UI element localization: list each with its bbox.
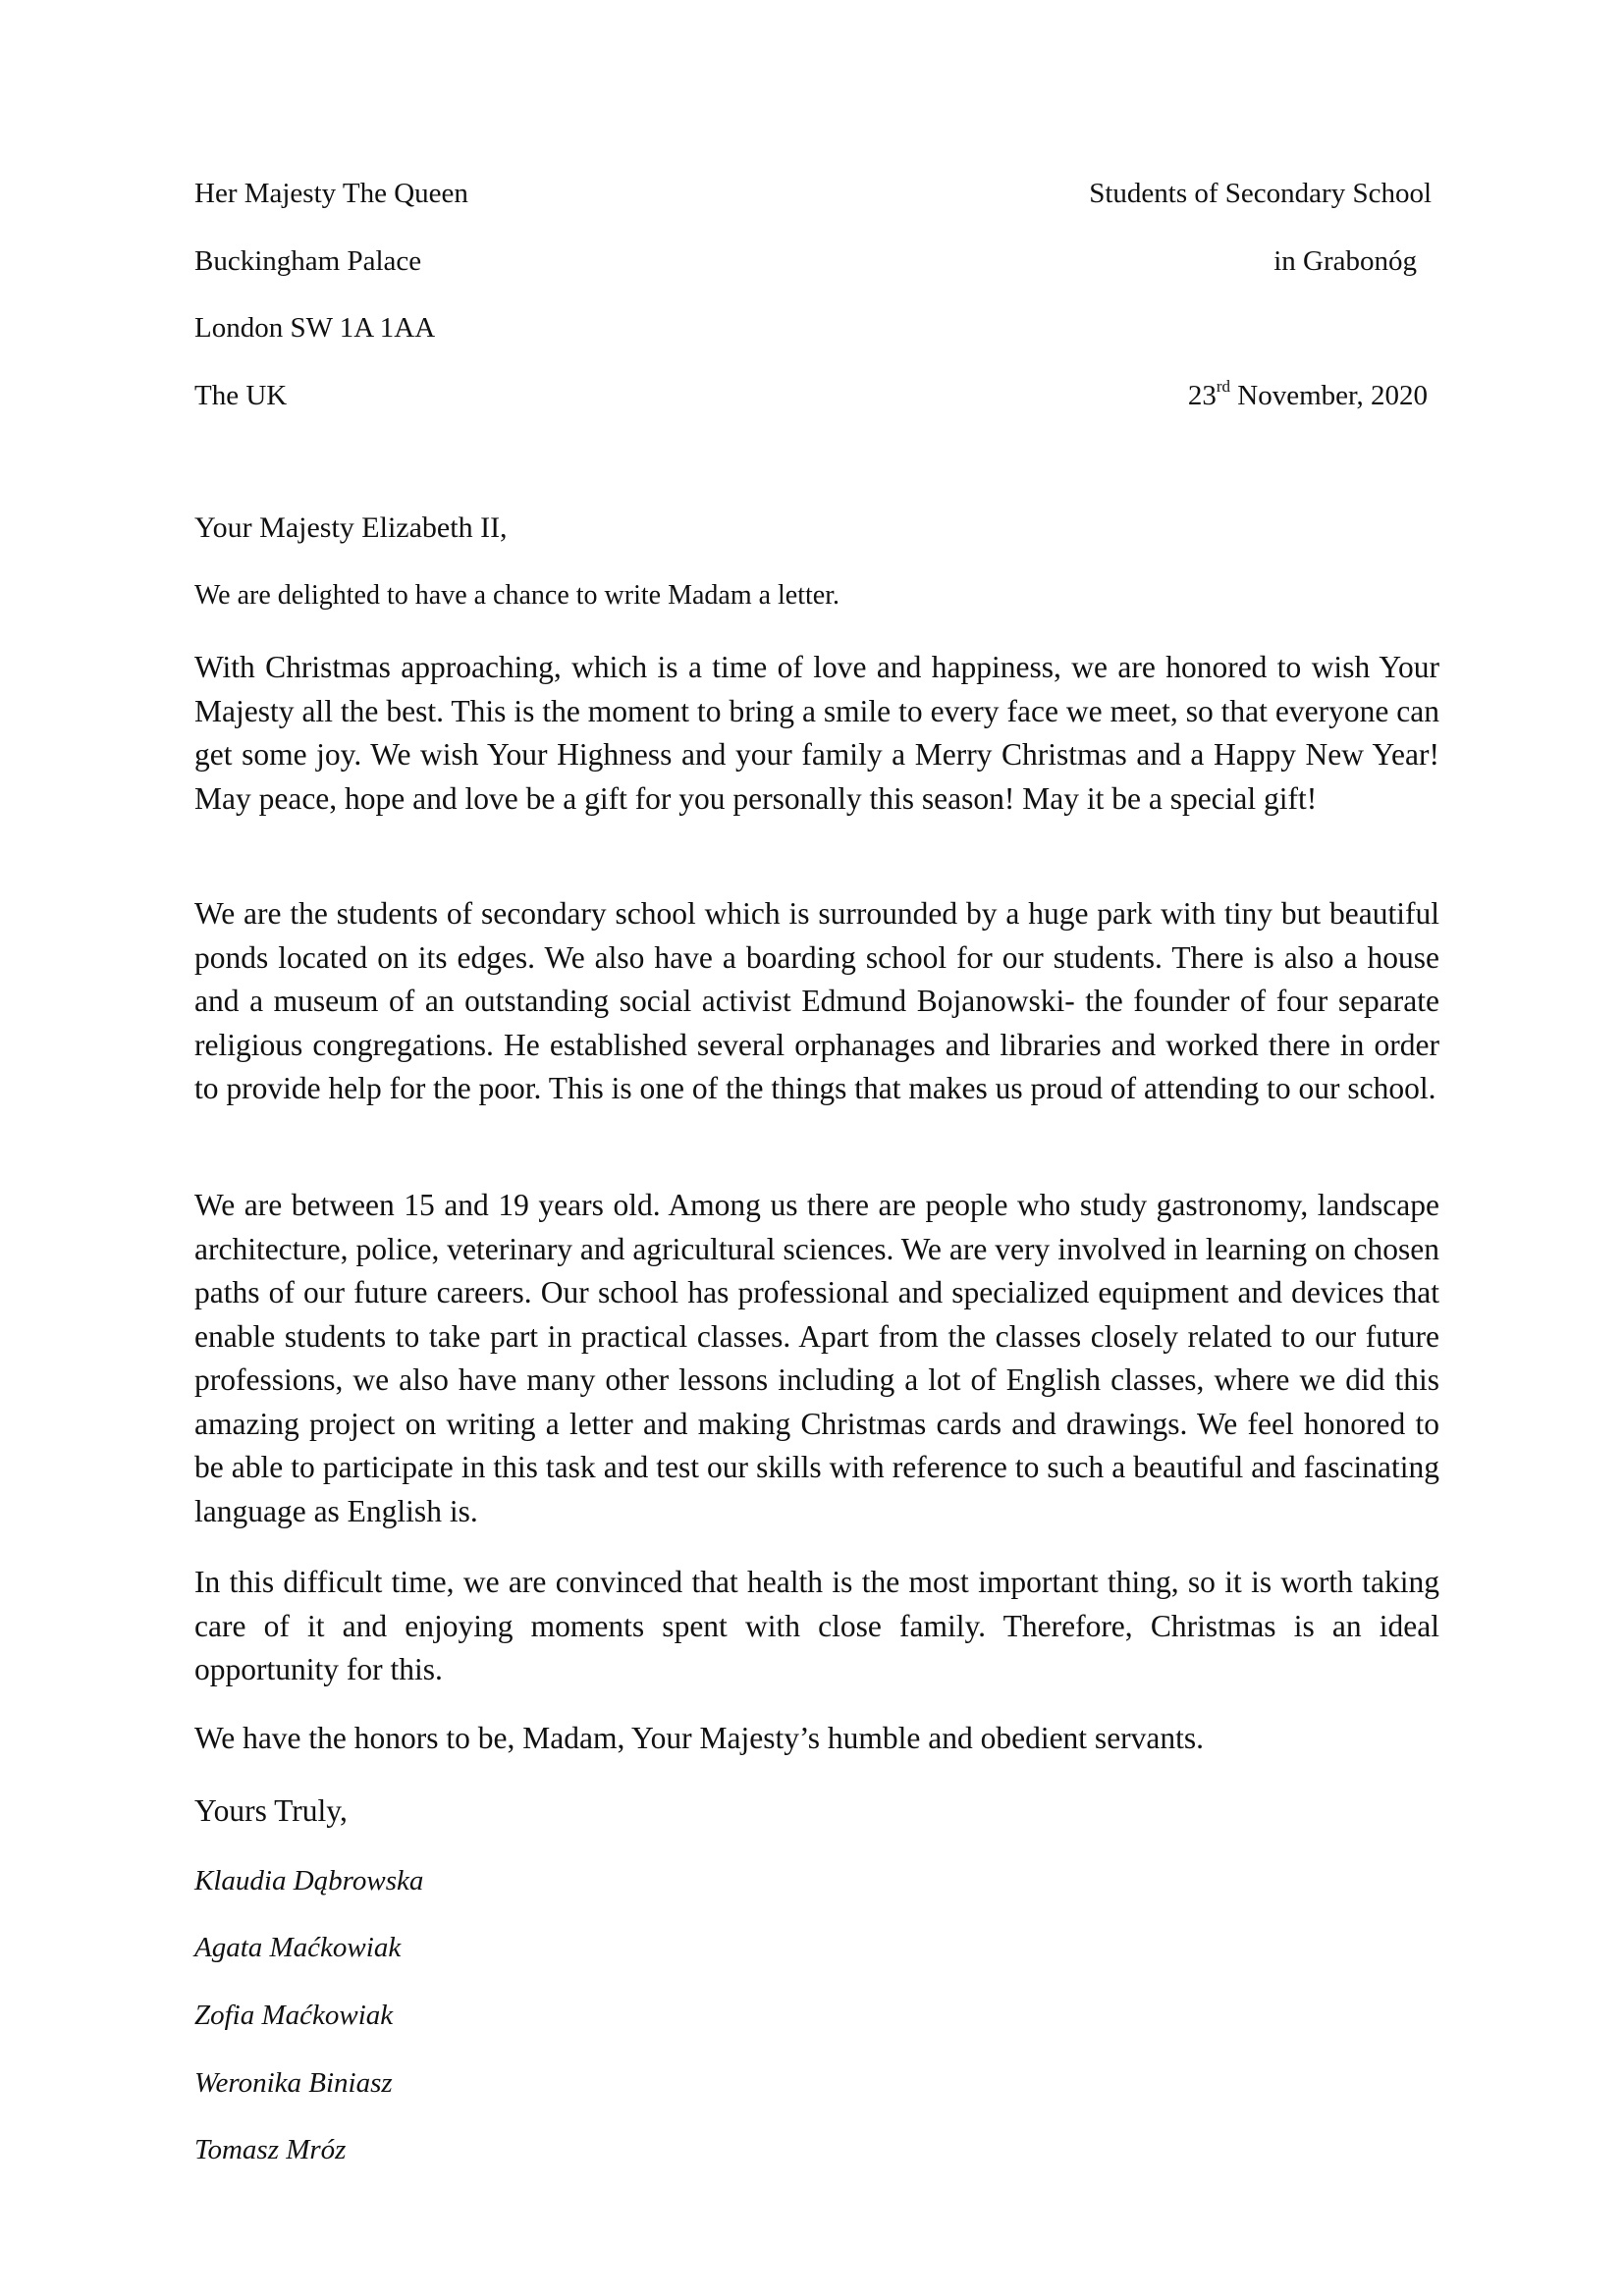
signature-name: Agata Maćkowiak	[194, 1932, 402, 1963]
signoff: Yours Truly,	[194, 1793, 348, 1828]
intro-line: We are delighted to have a chance to write Madam a letter.	[194, 580, 840, 611]
letter-date	[1188, 379, 1428, 412]
signature-name: Tomasz Mróz	[194, 2134, 347, 2165]
date-month-year: November, 2020	[1230, 380, 1428, 411]
date-day: 23	[1187, 380, 1217, 411]
salutation: Your Majesty Elizabeth II,	[194, 511, 508, 544]
date-ordinal-suffix: rd	[1216, 377, 1230, 397]
body-paragraph: We are the students of secondary school which is surrounded by a huge park with tiny but beautiful ponds located on its edges. We also have a boarding school for our students. There is also a house and a museum of an outstanding social activist Edmund Bojanowski- the founder of four separate religious congregations. He established several orphanages and libraries and worked there in order to provide help for the poor. This is one of the things that makes us proud of attending to our school.	[194, 896, 1439, 1105]
closing-line: We have the honors to be, Madam, Your Majesty’s humble and obedient servants.	[194, 1721, 1205, 1755]
recipient-address-line: Buckingham Palace	[194, 245, 422, 277]
body-paragraph: We are between 15 and 19 years old. Among us there are people who study gastronomy, landscape architecture, police, veterinary and agricultural sciences. We are very involved in learning on chosen paths of our future careers. Our school has professional and specialized equipment and devices that enable students to take part in practical classes. Apart from the classes closely related to our future professions, we also have many other lessons including a lot of English classes, where we did this amazing project on writing a letter and making Christmas cards and drawings. We feel honored to be able to participate in this task and test our skills with reference to such a beautiful and fascinating language as English is.	[194, 1188, 1439, 1528]
recipient-country: The UK	[194, 380, 288, 411]
recipient-address-line: London SW 1A 1AA	[194, 312, 436, 344]
sender-name: Students of Secondary School	[1089, 178, 1432, 209]
body-paragraph: With Christmas approaching, which is a time of love and happiness, we are honored to wish Your Majesty all the best. This is the moment to bring a smile to every face we meet, so that everyone can get some joy. We wish Your Highness and your family a Merry Christmas and a Happy New Year! May peace, hope and love be a gift for you personally this season! May it be a special gift!	[194, 650, 1439, 816]
signature-name: Weronika Biniasz	[194, 2067, 393, 2099]
body-paragraph: In this difficult time, we are convinced that health is the most important thing, so it is worth taking care of it and enjoying moments spent with close family. Therefore, Christmas is an ideal opportunity for this.	[194, 1565, 1439, 1686]
recipient-name: Her Majesty The Queen	[194, 178, 468, 209]
sender-location: in Grabonóg	[1273, 245, 1417, 277]
signature-name: Klaudia Dąbrowska	[194, 1865, 424, 1896]
signature-name: Zofia Maćkowiak	[194, 2000, 394, 2031]
